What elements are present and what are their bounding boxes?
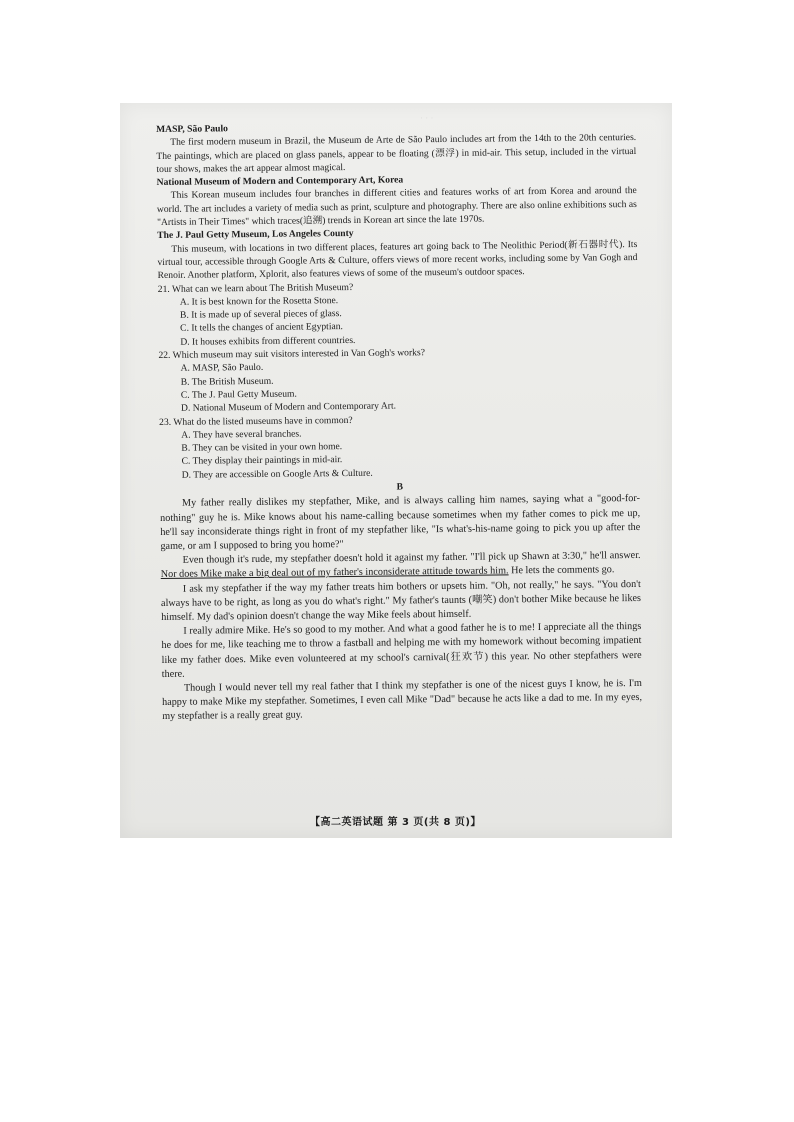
story-paragraph: I really admire Mike. He's so good to my mother. And what a good father he is to me! I appreciate all the things he does for me, like teaching me to throw a fastball and helping me with my homework without becoming impatient like my father does. Mike even volunteered at my school's carnival(狂欢节) this year. No other stepfathers were there.: [161, 621, 642, 680]
museum-description: The first modern museum in Brazil, the Museum de Arte de São Paulo includes art from the 14th to the 20th centuries. The paintings, which are placed on glass panels, appear to be floating (漂浮) in mid-air. This setup, included in the virtual tour shows, makes the art appear almost magical.: [156, 132, 637, 175]
answer-option: A. MASP, São Paulo.: [180, 362, 264, 375]
paragraph-text: Even though it's rude, my stepfather doesn't hold it against my father. "I'll pick up Shawn at 3:30," he'll answer.: [182, 550, 641, 566]
story-paragraph: Though I would never tell my real father that I think my stepfather is one of the nicest guys I know, he is. I'm happy to make Mike my stepfather. Sometimes, I even call Mike "Dad" because he acts like a dad to me. In my eyes, my stepfather is a really great guy.: [162, 677, 643, 723]
museum-section-masp: [156, 118, 637, 176]
answer-option: C. It tells the changes of ancient Egyptian.: [180, 321, 343, 335]
museum-heading: National Museum of Modern and Contemporary Art, Korea: [156, 174, 404, 189]
answer-option: A. It is best known for the Rosetta Stone.: [179, 294, 339, 308]
answer-option: B. They can be visited in your own home.: [181, 441, 343, 454]
question-stem: 23. What do the listed museums have in common?: [159, 414, 353, 428]
exam-content: [156, 118, 642, 725]
section-label: B: [396, 481, 404, 493]
museum-heading: MASP, São Paulo: [156, 123, 229, 135]
question-23: [159, 410, 640, 482]
story-paragraph: My father really dislikes my stepfather, Mike, and is always calling him names, saying what a "good-for-nothing" guy he is. Mike knows about his name-calling because sometimes when my father comes to pick me up, he'll say inconsiderate things right in front of my stepfather like, "Is what's-his-name going to pick you up after the game, or am I supposed to bring you home?": [160, 493, 641, 552]
answer-option: B. It is made up of several pieces of glass.: [179, 308, 342, 321]
paragraph-text: He lets the comments go.: [508, 564, 615, 577]
page-footer: 【高二英语试题 第 3 页(共 8 页)】: [310, 817, 481, 828]
question-stem: 22. Which museum may suit visitors interested in Van Gogh's works?: [158, 347, 425, 362]
answer-option: D. It houses exhibits from different countries.: [180, 334, 356, 348]
museum-description: This Korean museum includes four branches in different cities and features works of art from Korea and around the world. The art includes a variety of media such as print, sculpture and photography. There are also online exhibitions such as "Artists in Their Times" which traces(追溯) trends in Korean art since the late 1970s.: [156, 185, 637, 229]
answer-option: C. The J. Paul Getty Museum.: [180, 388, 297, 401]
question-22: [158, 344, 639, 416]
answer-option: B. The British Museum.: [180, 375, 274, 388]
museum-section-korea: [157, 171, 638, 229]
answer-option: D. National Museum of Modern and Contemporary Art.: [180, 400, 397, 414]
question-21: [158, 278, 639, 350]
museum-heading: The J. Paul Getty Museum, Los Angeles County: [157, 228, 354, 242]
underlined-sentence: Nor does Mike make a big deal out of my father's inconsiderate attitude towards him.: [160, 565, 509, 581]
bleed-through-text: · · ·: [420, 113, 434, 123]
museum-description: This museum, with locations in two different places, features art going back to The Neolithic Period(新石器时代). Its virtual tour, accessible through Google Arts & Culture, offers views of more recent works, including some by Van Gogh and Renoir. Another platform, Xplorit, also features views of some of the museum's outdoor spaces.: [157, 238, 638, 282]
story-paragraph: I ask my stepfather if the way my father treats him bothers or upsets him. "Oh, not really," he says. "You don't always have to be right, as long as you do what's right." My father's taunts (嘲笑) don't bother Mike because he likes himself. My dad's opinion doesn't change the way Mike feels about himself.: [160, 578, 642, 623]
museum-section-getty: [157, 224, 638, 282]
question-stem: 21. What can we learn about The British Museum?: [157, 281, 354, 295]
answer-option: C. They display their paintings in mid-air.: [181, 454, 343, 468]
answer-option: D. They are accessible on Google Arts & Culture.: [181, 467, 373, 481]
story-paragraph-underlined: [161, 549, 641, 582]
answer-option: A. They have several branches.: [181, 428, 302, 441]
